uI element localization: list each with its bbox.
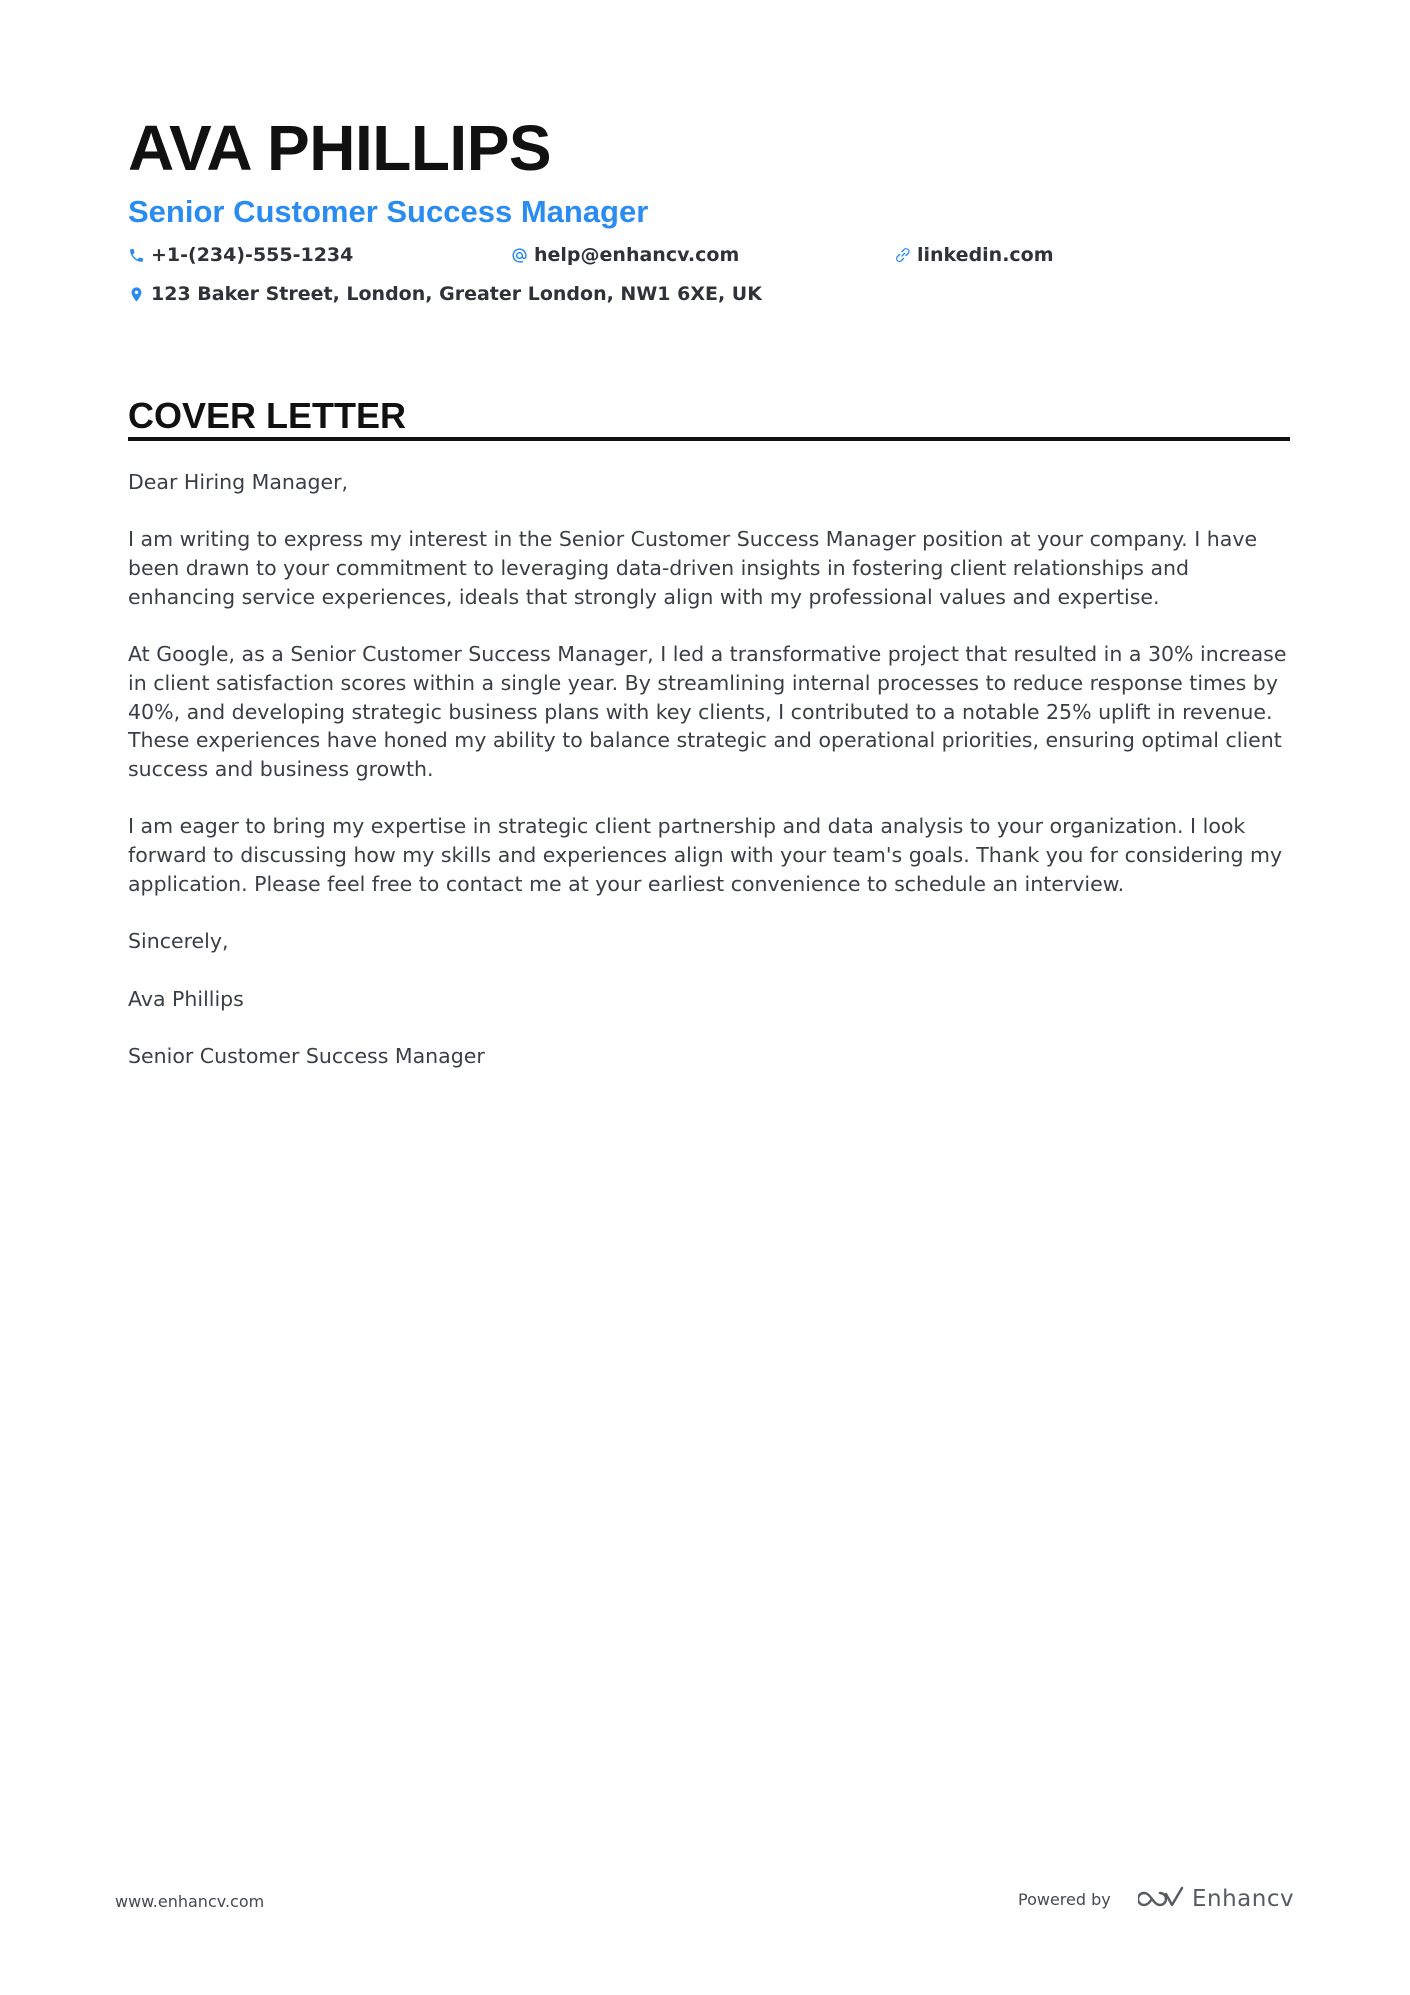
letter-body xyxy=(128,468,1293,1099)
letter-paragraph: I am eager to bring my expertise in strategic client partnership and data analysis to your organization. I look forward to discussing how my skills and experiences align with your team's goals. Thank you for considering my application. Please feel free to contact me at your earliest convenience to schedule an interview. xyxy=(128,814,1283,896)
phone-text: +1-(234)-555-1234 xyxy=(151,244,354,266)
letter-paragraph: I am writing to express my interest in the Senior Customer Success Manager position at your company. I have been drawn to your commitment to leveraging data-driven insights in fostering client relationships and enhancing service experiences, ideals that strongly align with my professional values and expertise. xyxy=(128,527,1258,609)
location-pin-icon xyxy=(128,286,145,303)
letter-salutation: Dear Hiring Manager, xyxy=(128,470,349,494)
link-text: linkedin.com xyxy=(917,244,1054,266)
candidate-name: AVA PHILLIPS xyxy=(128,112,552,184)
footer-website-link[interactable]: www.enhancv.com xyxy=(115,1892,265,1911)
location-text: 123 Baker Street, London, Greater London, NW1 6XE, UK xyxy=(151,283,762,305)
letter-paragraph: At Google, as a Senior Customer Success Manager, I led a transformative project that resulted in a 30% increase in client satisfaction scores within a single year. By streamlining internal processes to reduce response times by 40%, and developing strategic business plans with key clients, I contributed to a notable 25% uplift in revenue. These experiences have honed my ability to balance strategic and operational priorities, ensuring optimal client success and business growth. xyxy=(128,642,1287,781)
link-icon xyxy=(894,247,911,264)
powered-by-label: Powered by xyxy=(1018,1890,1111,1909)
signature-name: Ava Phillips xyxy=(128,986,244,1011)
contact-link[interactable] xyxy=(894,241,1054,269)
section-title-cover-letter: COVER LETTER xyxy=(128,395,407,436)
at-icon xyxy=(511,247,528,264)
email-text: help@enhancv.com xyxy=(534,244,740,266)
section-divider xyxy=(128,437,1290,441)
contact-phone xyxy=(128,241,353,269)
contact-location xyxy=(128,280,762,308)
letter-closing: Sincerely, xyxy=(128,929,229,954)
enhancv-logo-icon xyxy=(1138,1885,1184,1913)
candidate-title: Senior Customer Success Manager xyxy=(128,194,649,229)
phone-icon xyxy=(128,247,145,264)
brand-logo[interactable] xyxy=(1138,1882,1294,1916)
signature-title: Senior Customer Success Manager xyxy=(128,1043,485,1068)
contact-email[interactable] xyxy=(511,241,739,269)
brand-name: Enhancv xyxy=(1192,1886,1295,1912)
